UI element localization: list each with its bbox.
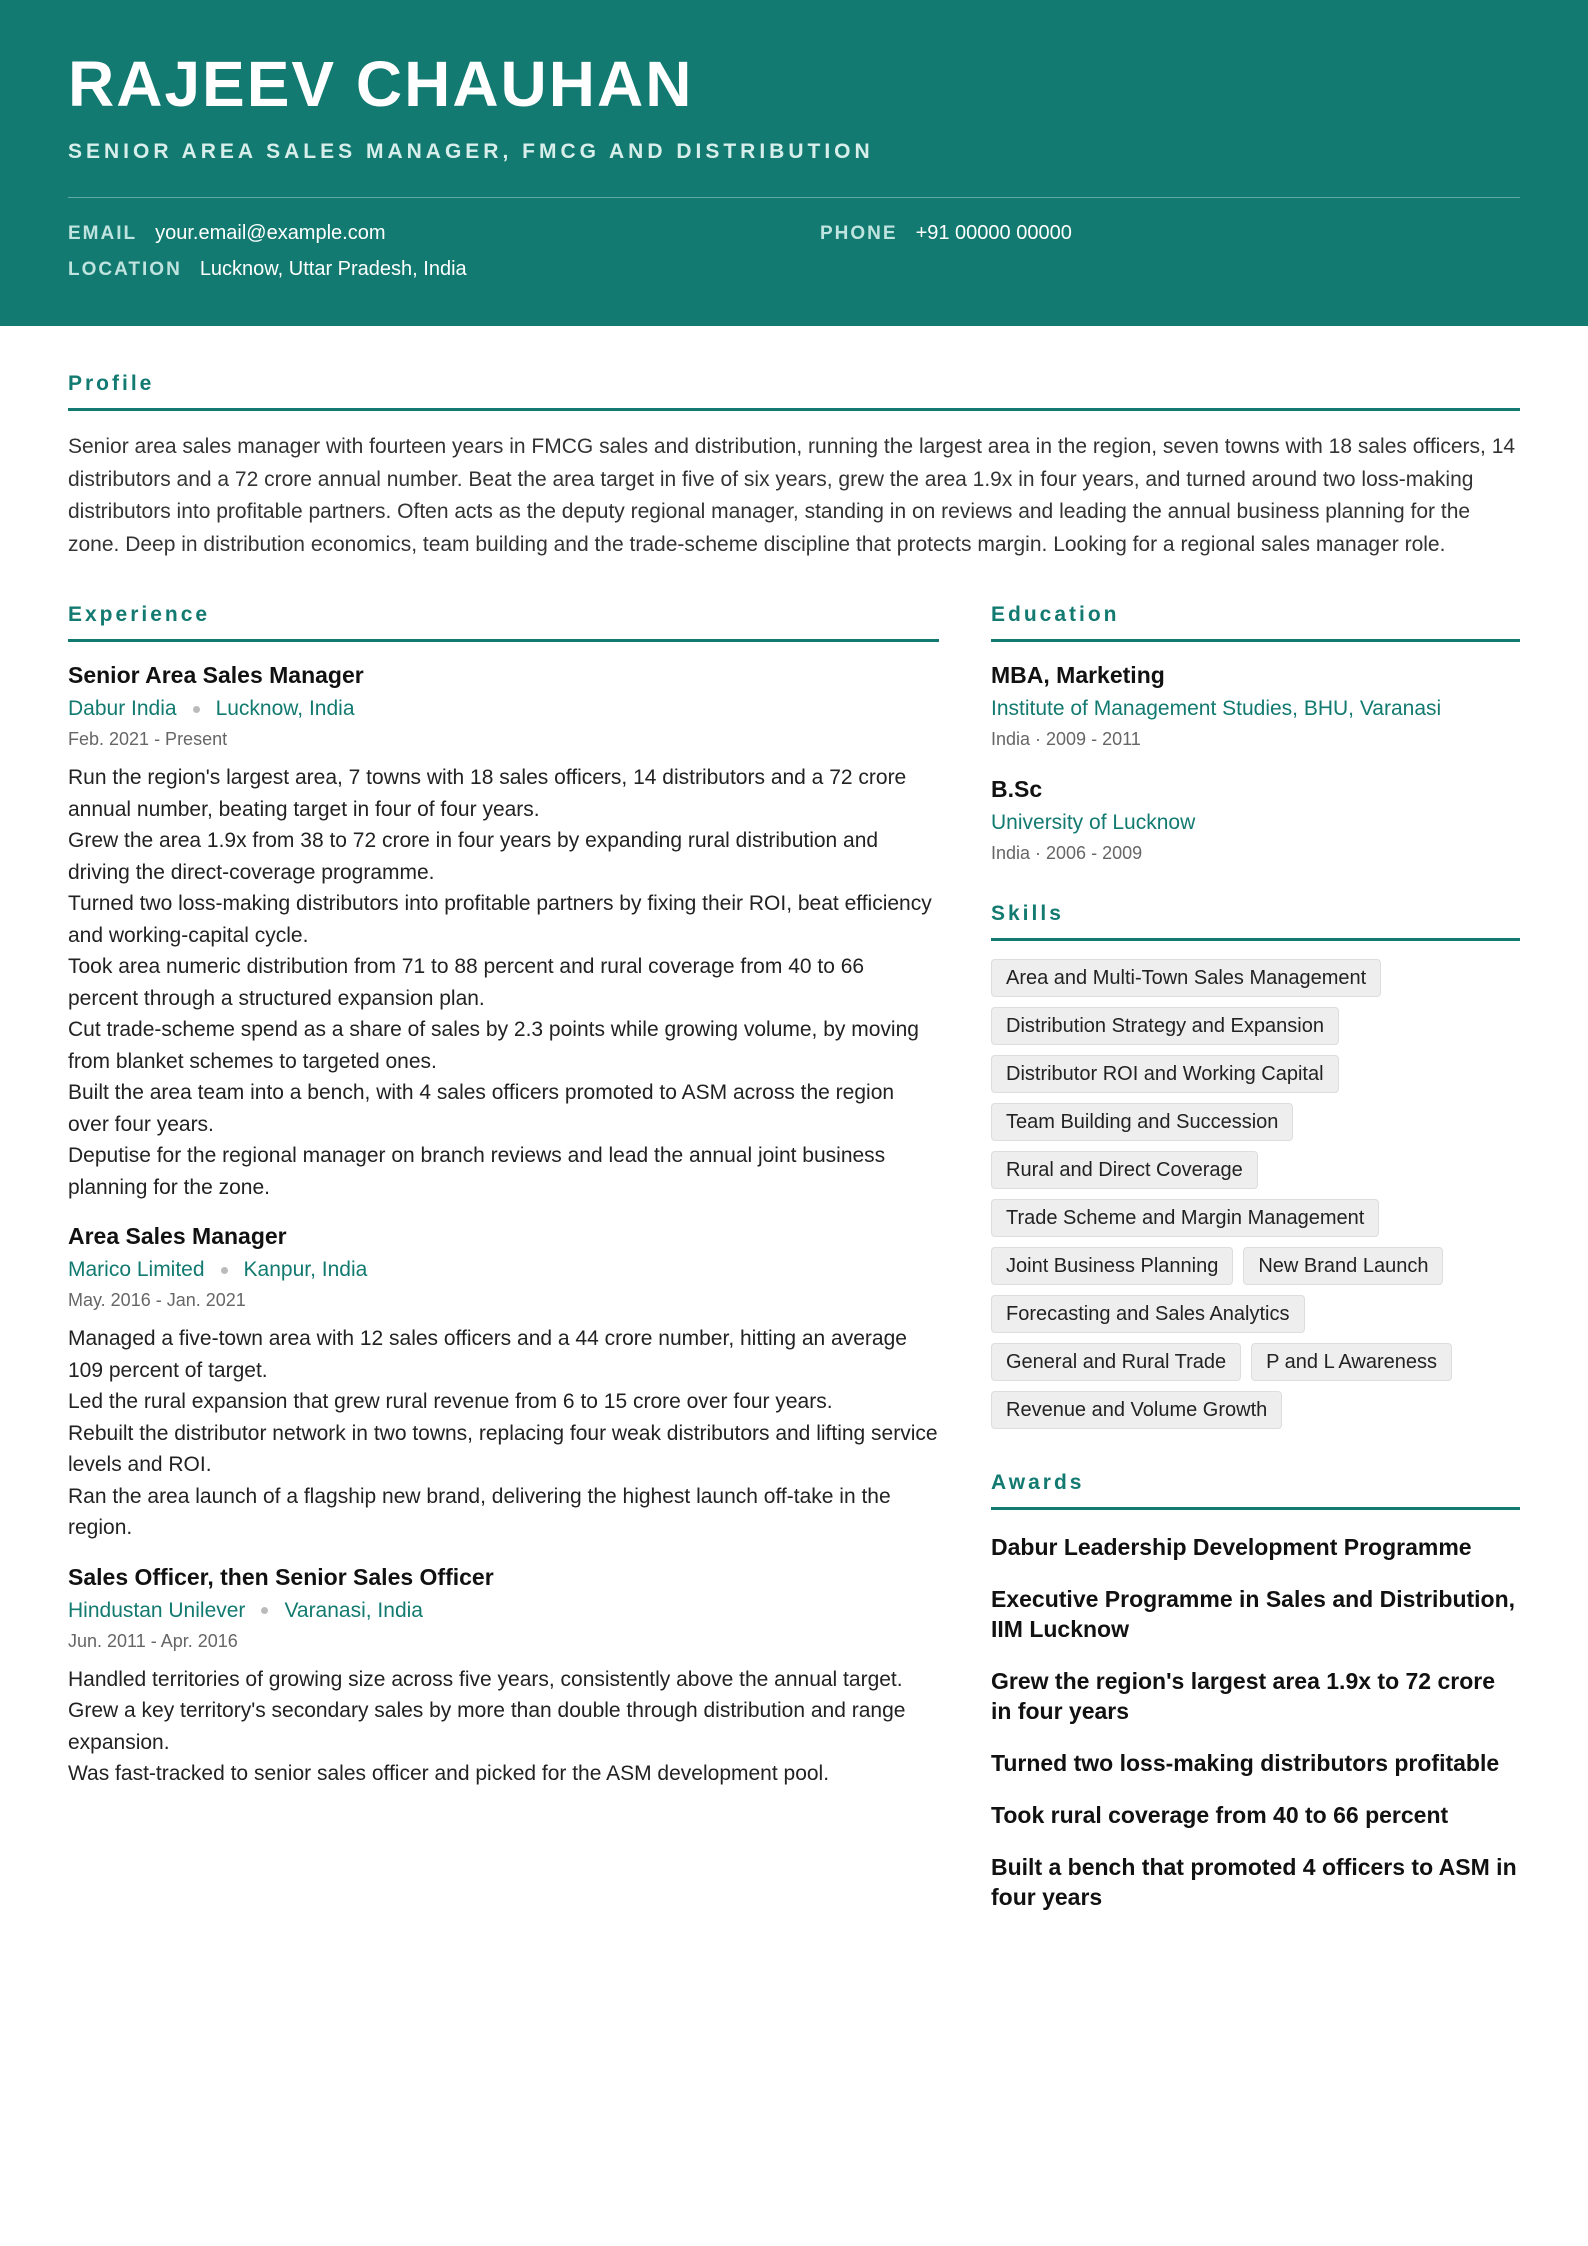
education-section [991, 603, 1520, 864]
skill-tag: New Brand Launch [1243, 1247, 1443, 1285]
phone-label: PHONE [820, 223, 898, 244]
separator-dot-icon [221, 1267, 228, 1274]
resume-body [0, 372, 1588, 1912]
job-bullet: Grew a key territory's secondary sales by more than double through distribution and range expansion. [68, 1699, 906, 1754]
job-bullet: Led the rural expansion that grew rural revenue from 6 to 15 crore over four years. [68, 1390, 833, 1413]
skill-tag: Team Building and Succession [991, 1103, 1293, 1141]
job-bullet: Ran the area launch of a flagship new brand, delivering the highest launch off-take in the region. [68, 1484, 891, 1539]
skill-tag: Rural and Direct Coverage [991, 1151, 1258, 1189]
education-heading: Education [991, 603, 1520, 642]
job-bullets [68, 762, 939, 1203]
left-column [68, 603, 939, 1912]
skill-tag: Distributor ROI and Working Capital [991, 1055, 1339, 1093]
education-meta: India · 2009 - 2011 [991, 729, 1141, 749]
education-school: Institute of Management Studies, BHU, Varanasi [991, 697, 1442, 720]
job-bullet: Managed a five-town area with 12 sales officers and a 44 crore number, hitting an average 109 percent of target. [68, 1327, 907, 1382]
location-label: LOCATION [68, 259, 182, 280]
contact-location [68, 258, 467, 281]
skills-section [991, 902, 1520, 1429]
job-bullets [68, 1323, 939, 1544]
education-entry [991, 776, 1520, 864]
profile-text: Senior area sales manager with fourteen years in FMCG sales and distribution, running the largest area in the region, seven towns with 18 sales officers, 14 distributors and a 72 crore annual number. Beat the area target in five of six years, grew the area 1.9x in four years, and turned around two loss-making distributors into profitable partners. Often acts as the deputy regional manager, standing in on reviews and leading the annual business planning for the zone. Deep in distribution economics, team building and the trade-scheme discipline that protects margin. Looking for a regional sales manager role. [68, 435, 1516, 556]
job-location: Varanasi, India [284, 1598, 423, 1622]
skill-tag: P and L Awareness [1251, 1343, 1452, 1381]
skill-tag: Joint Business Planning [991, 1247, 1233, 1285]
education-school: University of Lucknow [991, 811, 1196, 834]
job-location: Kanpur, India [243, 1258, 368, 1281]
location-value: Lucknow, Uttar Pradesh, India [199, 258, 467, 280]
job-meta [68, 1258, 939, 1282]
skill-tag: General and Rural Trade [991, 1343, 1241, 1381]
job-bullet: Cut trade-scheme spend as a share of sales by 2.3 points while growing volume, by moving from blanket schemes to targeted ones. [68, 1018, 919, 1073]
job-bullet: Handled territories of growing size across five years, consistently above the annual target. [68, 1667, 903, 1691]
job-bullet: Built the area team into a bench, with 4 sales officers promoted to ASM across the region over four years. [68, 1081, 895, 1136]
skills-tags [991, 959, 1520, 1429]
job-meta [68, 697, 939, 721]
skills-heading: Skills [991, 902, 1520, 941]
job-meta [68, 1599, 939, 1623]
job-bullet: Deputise for the regional manager on branch reviews and lead the annual joint business planning for the zone. [68, 1144, 886, 1199]
skill-tag: Revenue and Volume Growth [991, 1391, 1282, 1429]
award-item: Dabur Leadership Development Programme [991, 1534, 1472, 1560]
job-title: Sales Officer, then Senior Sales Officer [68, 1563, 494, 1590]
profile-heading: Profile [68, 372, 1520, 411]
education-meta: India · 2006 - 2009 [991, 843, 1143, 863]
job-dates: Feb. 2021 - Present [68, 729, 228, 749]
email-value[interactable]: your.email@example.com [155, 222, 386, 244]
job-dates: May. 2016 - Jan. 2021 [68, 1290, 246, 1310]
experience-section [68, 603, 939, 1790]
candidate-headline: SENIOR AREA SALES MANAGER, FMCG AND DISTRIBUTION [68, 140, 874, 163]
award-item: Turned two loss-making distributors profitable [991, 1750, 1500, 1776]
job-company: Hindustan Unilever [68, 1598, 246, 1622]
award-item: Built a bench that promoted 4 officers to ASM in four years [991, 1854, 1517, 1910]
award-item: Executive Programme in Sales and Distribution, IIM Lucknow [991, 1586, 1516, 1642]
job-entry [68, 1223, 939, 1544]
job-title: Senior Area Sales Manager [68, 662, 364, 688]
skill-tag: Trade Scheme and Margin Management [991, 1199, 1379, 1237]
skill-tag: Area and Multi-Town Sales Management [991, 959, 1381, 997]
contact-info [68, 222, 1520, 292]
job-entry [68, 662, 939, 1203]
email-label: EMAIL [68, 223, 138, 244]
education-entry [991, 662, 1520, 750]
header-divider [68, 197, 1520, 198]
award-item: Grew the region's largest area 1.9x to 72 crore in four years [991, 1668, 1496, 1724]
phone-value[interactable]: +91 00000 00000 [915, 222, 1072, 244]
job-bullet: Took area numeric distribution from 71 to 88 percent and rural coverage from 40 to 66 percent through a structured expansion plan. [68, 955, 865, 1010]
experience-heading: Experience [68, 603, 939, 642]
separator-dot-icon [193, 706, 200, 713]
awards-section [991, 1471, 1520, 1912]
skill-tag: Distribution Strategy and Expansion [991, 1007, 1339, 1045]
job-bullet: Run the region's largest area, 7 towns with 18 sales officers, 14 distributors and a 72 crore annual number, beating target in four of four years. [68, 766, 907, 821]
job-company: Dabur India [68, 697, 177, 720]
job-bullet: Turned two loss-making distributors into profitable partners by fixing their ROI, beat efficiency and working-capital cycle. [68, 892, 932, 947]
award-item: Took rural coverage from 40 to 66 percent [991, 1802, 1449, 1828]
profile-section [68, 372, 1520, 561]
right-column [991, 603, 1520, 1912]
contact-phone [820, 222, 1072, 245]
education-degree: MBA, Marketing [991, 662, 1165, 688]
job-entry [68, 1564, 939, 1790]
job-company: Marico Limited [68, 1258, 205, 1281]
job-dates: Jun. 2011 - Apr. 2016 [68, 1630, 238, 1651]
two-column-layout [68, 603, 1520, 1912]
separator-dot-icon [261, 1607, 268, 1614]
job-title: Area Sales Manager [68, 1223, 287, 1249]
job-bullet: Was fast-tracked to senior sales officer and picked for the ASM development pool. [68, 1762, 830, 1785]
candidate-name: RAJEEV CHAUHAN [68, 48, 694, 120]
education-degree: B.Sc [991, 776, 1043, 802]
job-bullet: Rebuilt the distributor network in two towns, replacing four weak distributors and lifting service levels and ROI. [68, 1421, 938, 1476]
awards-heading: Awards [991, 1471, 1520, 1510]
contact-email [68, 222, 386, 245]
job-bullets [68, 1664, 939, 1790]
resume-header [0, 0, 1588, 326]
skill-tag: Forecasting and Sales Analytics [991, 1295, 1305, 1333]
job-bullet: Grew the area 1.9x from 38 to 72 crore in four years by expanding rural distribution and driving the direct-coverage programme. [68, 829, 879, 884]
job-location: Lucknow, India [215, 697, 355, 720]
